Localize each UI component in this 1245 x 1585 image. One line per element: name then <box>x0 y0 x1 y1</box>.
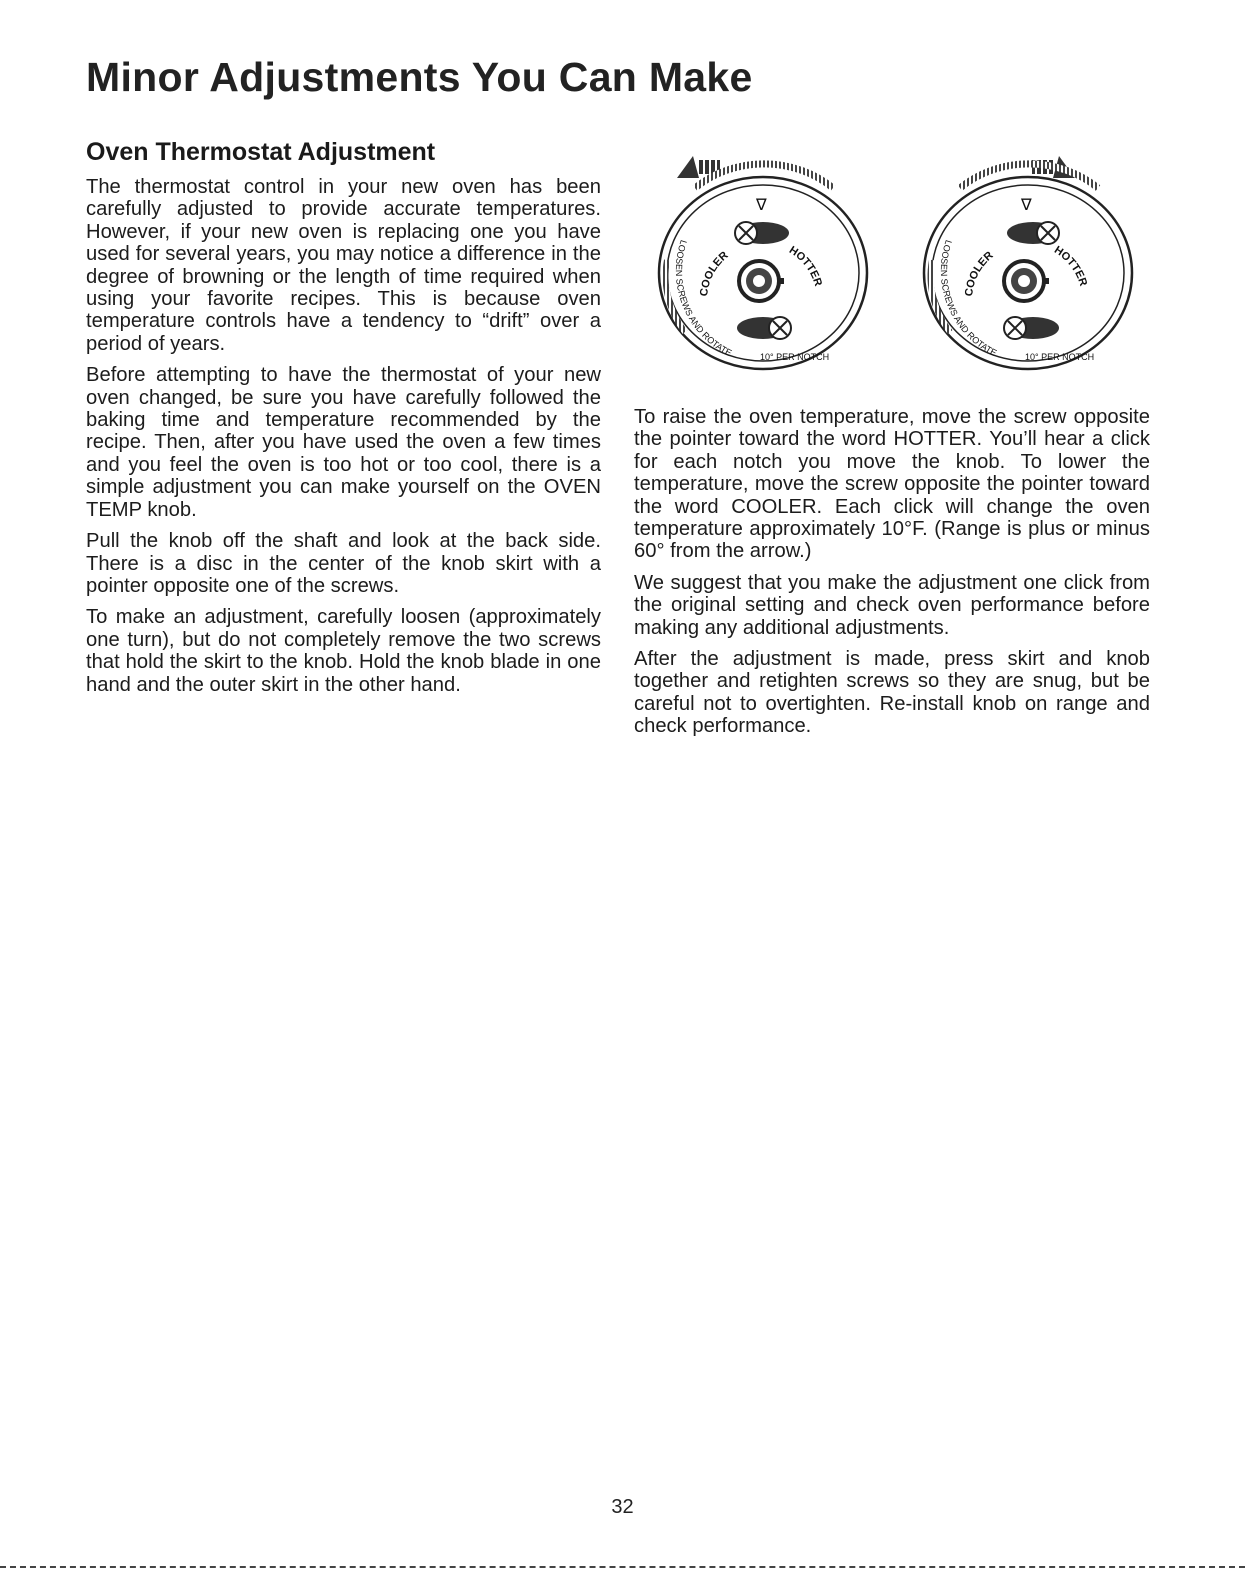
paragraph: To raise the oven temperature, move the screw opposite the pointer toward the word HOTTER. You’ll hear a click for each notch you move the knob. To lower the temperature, move the screw opposite the pointer toward the word COOLER. Each click will change the oven temperature approximately 10°F. (Range is plus or minus 60° from the arrow.) <box>634 406 1150 563</box>
knob-right-icon <box>924 156 1132 369</box>
paragraph: To make an adjustment, carefully loosen (approximately one turn), but do not completely remove the two screws that hold the skirt to the knob. Hold the knob blade in one hand and the outer skirt in the other hand. <box>86 606 601 696</box>
knob-diagram <box>655 150 1145 390</box>
page-number: 32 <box>611 1496 634 1518</box>
knob-illustration <box>655 150 1145 390</box>
right-column <box>634 406 1150 747</box>
svg-text:COOLER <box>698 249 731 297</box>
cooler-label: COOLER <box>698 249 731 297</box>
pointer-mark: ∇ <box>756 197 767 214</box>
loosen-screws-label: LOOSEN SCREWS AND ROTATE <box>673 238 734 359</box>
section-heading: Oven Thermostat Adjustment <box>86 138 436 166</box>
page-title: Minor Adjustments You Can Make <box>86 54 753 100</box>
paragraph: The thermostat control in your new oven has been carefully adjusted to provide accurate temperatures. However, if your new oven is replacing one you have used for several years, you may notice a difference in the degree of browning or the length of time required when using your favorite recipes. This is because oven temperature controls have a tendency to “drift” over a period of years. <box>86 176 601 355</box>
svg-text:COOLER <box>963 249 996 297</box>
loosen-screws-label: LOOSEN SCREWS AND ROTATE <box>938 238 999 359</box>
svg-text:HOTTER <box>1052 244 1089 288</box>
per-notch-label: 10° PER NOTCH <box>1025 352 1095 362</box>
paragraph: Pull the knob off the shaft and look at the back side. There is a disc in the center of the knob skirt with a pointer opposite one of the screws. <box>86 530 601 597</box>
left-column <box>86 176 601 705</box>
hotter-label: HOTTER <box>786 244 825 288</box>
paragraph: We suggest that you make the adjustment one click from the original setting and check oven performance before making any additional adjustments. <box>634 571 1150 639</box>
per-notch-label: 10° PER NOTCH <box>760 352 830 362</box>
svg-text:HOTTER <box>787 244 824 288</box>
hotter-label: HOTTER <box>1051 244 1090 288</box>
paragraph: Before attempting to have the thermostat of your new oven changed, be sure you have carefully followed the baking time and temperature recommended by the recipe. Then, after you have used the oven a few times and you feel the oven is too hot or too cool, there is a simple adjustment you can make yourself on the OVEN TEMP knob. <box>86 364 601 521</box>
knob-left-icon <box>659 156 867 369</box>
cooler-label: COOLER <box>963 249 996 297</box>
paragraph: After the adjustment is made, press skirt and knob together and retighten screws so they are snug, but be careful not to overtighten. Re-install knob on range and check performance. <box>634 648 1150 738</box>
pointer-mark: ∇ <box>1021 197 1032 214</box>
bottom-divider <box>0 1566 1245 1568</box>
